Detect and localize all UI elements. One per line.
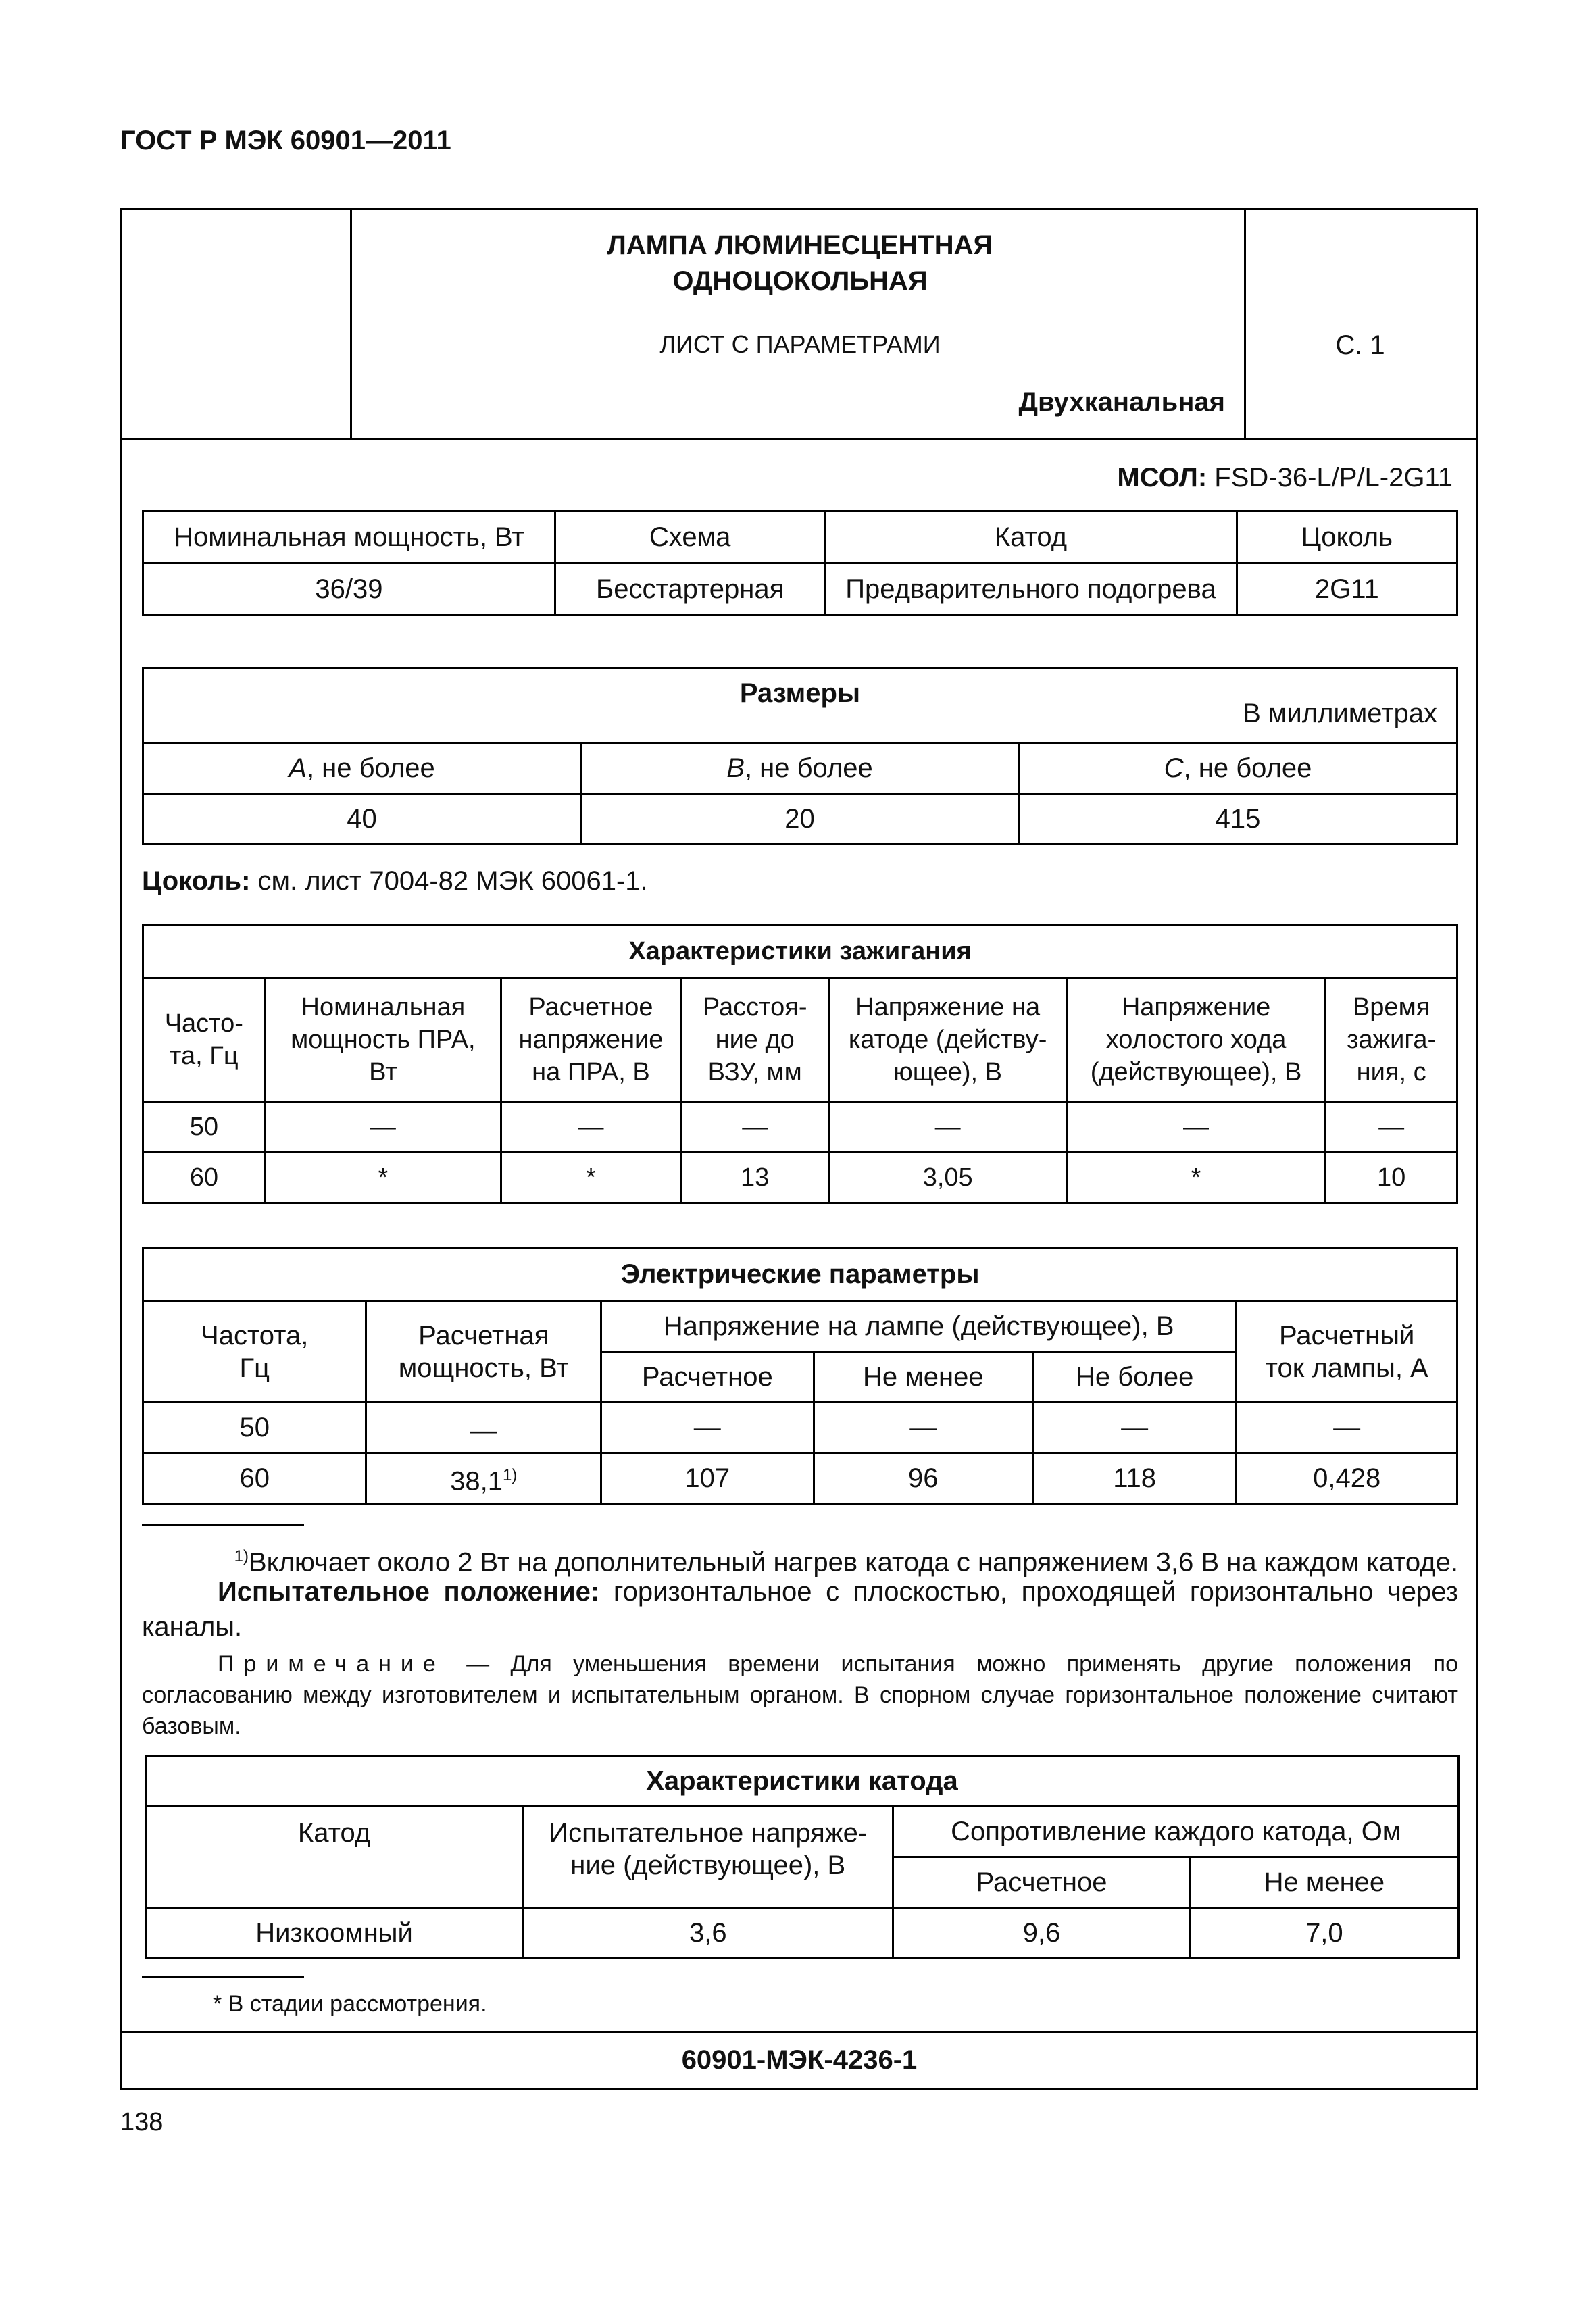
table-header-cell: Время зажига- ния, с xyxy=(1326,978,1457,1102)
table-header-row xyxy=(146,1807,1459,1857)
table-cell: 60 xyxy=(143,1153,266,1203)
table-cell: Низкоомный xyxy=(146,1908,523,1959)
dimensions-title: Размеры xyxy=(739,678,861,708)
table-cell: * xyxy=(501,1153,681,1203)
title-block xyxy=(122,210,1476,440)
table-header-cell: Не менее xyxy=(1190,1857,1458,1908)
table-cell: — xyxy=(601,1403,814,1453)
lamp-title-line2: ОДНОЦОКОЛЬНАЯ xyxy=(672,266,928,296)
table-row xyxy=(143,1153,1457,1203)
note xyxy=(142,1649,1458,1742)
table-cell: 50 xyxy=(143,1102,266,1153)
table-header-cell: Номинальная мощность, Вт xyxy=(143,511,555,563)
dimension-header-text: , не более xyxy=(744,753,873,783)
dimension-var: A xyxy=(289,753,307,783)
table-header-row xyxy=(143,1301,1457,1352)
dimension-header-text: , не более xyxy=(306,753,435,783)
table-cell: 7,0 xyxy=(1190,1908,1458,1959)
table-header-cell: Напряжение на катоде (действу- ющее), В xyxy=(829,978,1066,1102)
table-cell: 36/39 xyxy=(143,563,555,615)
table-header-cell: Расчетное xyxy=(601,1352,814,1403)
table-title-row xyxy=(143,1248,1457,1301)
table-cell: — xyxy=(1326,1102,1457,1153)
table-header-cell: Часто- та, Гц xyxy=(143,978,266,1102)
table-cell xyxy=(366,1453,601,1504)
table-cell: 20 xyxy=(581,794,1019,845)
sheet-type-label: ЛИСТ С ПАРАМЕТРАМИ xyxy=(659,330,941,358)
dimension-var: C xyxy=(1164,753,1184,783)
table-header-cell: Расчетное xyxy=(893,1857,1190,1908)
note-text: — Для уменьшения времени испытания можно применять другие положения по согласованию между изготовителем и испытательным органом. В спорном случае горизонтальное положение считают базовым. xyxy=(142,1651,1458,1739)
table-title-row xyxy=(146,1756,1459,1807)
footnote-text: Включает около 2 Вт на дополнительный нагрев катода с напряжением 3,6 В на каждом катоде. xyxy=(248,1547,1458,1578)
table-cell: — xyxy=(501,1102,681,1153)
table-header-cell: Испытательное напряже- ние (действующее), В xyxy=(523,1807,893,1908)
table-cell: 0,428 xyxy=(1237,1453,1457,1504)
table-header-cell: Не менее xyxy=(814,1352,1032,1403)
table-cell: 60 xyxy=(143,1453,366,1504)
table-header-row xyxy=(143,743,1457,794)
ignition-title: Характеристики зажигания xyxy=(143,925,1457,978)
lamp-title-line1: ЛАМПА ЛЮМИНЕСЦЕНТНАЯ xyxy=(607,230,993,260)
test-position-text: горизонтальное с плоскостью, проходящей горизонтально через каналы. xyxy=(142,1577,1458,1642)
table-row xyxy=(143,794,1457,845)
table-header-cell: Не более xyxy=(1032,1352,1236,1403)
table-header-cell: Номинальная мощность ПРА, Вт xyxy=(265,978,501,1102)
footnote-separator xyxy=(142,1524,304,1526)
footnote-mark: 1) xyxy=(502,1465,518,1484)
table-header-cell xyxy=(581,743,1019,794)
table-cell: 107 xyxy=(601,1453,814,1504)
table-header-cell: Напряжение холостого хода (действующее), В xyxy=(1066,978,1325,1102)
cell-value: — xyxy=(470,1415,497,1446)
dimensions-title-cell xyxy=(143,668,1457,743)
cathode-title: Характеристики катода xyxy=(146,1756,1459,1807)
footnote-separator xyxy=(142,1976,304,1978)
table-header-cell: Расстоя- ние до ВЗУ, мм xyxy=(680,978,829,1102)
dimensions-unit: В миллиметрах xyxy=(1243,699,1437,728)
table-cell: Бесстартерная xyxy=(555,563,825,615)
footnote-mark: 1) xyxy=(234,1547,249,1565)
title-block-right-cell xyxy=(1244,210,1476,438)
table-cell: 10 xyxy=(1326,1153,1457,1203)
table-cell: 3,05 xyxy=(829,1153,1066,1203)
dimension-header-text: , не более xyxy=(1183,753,1312,783)
mcol-designation xyxy=(1117,463,1453,493)
table-header-cell: Частота, Гц xyxy=(143,1301,366,1403)
dimensions-table xyxy=(142,667,1458,845)
mcol-label: МСОЛ: xyxy=(1117,463,1207,493)
table-cell: 50 xyxy=(143,1403,366,1453)
electrical-parameters-table xyxy=(142,1247,1458,1505)
table-row xyxy=(143,563,1457,615)
table-cell: — xyxy=(1066,1102,1325,1153)
table-header-cell: Катод xyxy=(825,511,1237,563)
table-cell: * xyxy=(265,1153,501,1203)
table-title-row xyxy=(143,925,1457,978)
table-cell: 96 xyxy=(814,1453,1032,1504)
dimension-var: B xyxy=(726,753,745,783)
table-cell: — xyxy=(265,1102,501,1153)
lamp-type-label: Двухканальная xyxy=(1018,387,1225,417)
table-title-row xyxy=(143,668,1457,743)
test-position xyxy=(142,1574,1458,1644)
mcol-value: FSD-36-L/P/L-2G11 xyxy=(1214,463,1453,493)
title-block-left-cell xyxy=(122,210,352,438)
main-parameters-table xyxy=(142,510,1458,616)
cell-value: 38,1 xyxy=(450,1466,503,1496)
table-cell: — xyxy=(1032,1403,1236,1453)
table-header-cell: Сопротивление каждого катода, Ом xyxy=(893,1807,1459,1857)
table-cell: — xyxy=(814,1403,1032,1453)
table-header-row xyxy=(143,978,1457,1102)
table-header-cell: Катод xyxy=(146,1807,523,1908)
footnote-2: * В стадии рассмотрения. xyxy=(213,1991,487,2017)
table-header-cell: Расчетный ток лампы, А xyxy=(1237,1301,1457,1403)
table-header-cell: Напряжение на лампе (действующее), В xyxy=(601,1301,1236,1352)
table-cell: 415 xyxy=(1019,794,1457,845)
table-cell: 3,6 xyxy=(523,1908,893,1959)
table-header-cell: Схема xyxy=(555,511,825,563)
base-text: см. лист 7004-82 МЭК 60061-1. xyxy=(250,866,648,896)
table-row xyxy=(143,1453,1457,1504)
table-cell: 118 xyxy=(1032,1453,1236,1504)
cathode-table xyxy=(145,1755,1460,1959)
table-cell: — xyxy=(829,1102,1066,1153)
table-row xyxy=(143,1102,1457,1153)
note-label: Примечание xyxy=(218,1651,445,1677)
table-header-cell: Цоколь xyxy=(1237,511,1457,563)
table-row xyxy=(146,1908,1459,1959)
table-header-cell: Расчетная мощность, Вт xyxy=(366,1301,601,1403)
electrical-title: Электрические параметры xyxy=(143,1248,1457,1301)
test-position-label: Испытательное положение: xyxy=(218,1577,600,1607)
table-cell: 2G11 xyxy=(1237,563,1457,615)
table-header-cell xyxy=(1019,743,1457,794)
document-header: ГОСТ Р МЭК 60901—2011 xyxy=(120,126,451,155)
ignition-table xyxy=(142,924,1458,1204)
table-cell xyxy=(366,1403,601,1453)
table-header-cell: Расчетное напряжение на ПРА, В xyxy=(501,978,681,1102)
base-reference xyxy=(142,866,648,897)
table-cell: — xyxy=(680,1102,829,1153)
page-number: 138 xyxy=(120,2108,164,2136)
table-header-row xyxy=(143,511,1457,563)
table-cell: 40 xyxy=(143,794,581,845)
table-cell: 9,6 xyxy=(893,1908,1190,1959)
table-row xyxy=(143,1403,1457,1453)
base-label: Цоколь: xyxy=(142,866,251,896)
table-cell: * xyxy=(1066,1153,1325,1203)
table-cell: — xyxy=(1237,1403,1457,1453)
sheet-code: 60901-МЭК-4236-1 xyxy=(122,2031,1476,2088)
table-cell: Предварительного подогрева xyxy=(825,563,1237,615)
sheet-page-ref: С. 1 xyxy=(1335,330,1385,360)
table-header-cell xyxy=(143,743,581,794)
table-cell: 13 xyxy=(680,1153,829,1203)
